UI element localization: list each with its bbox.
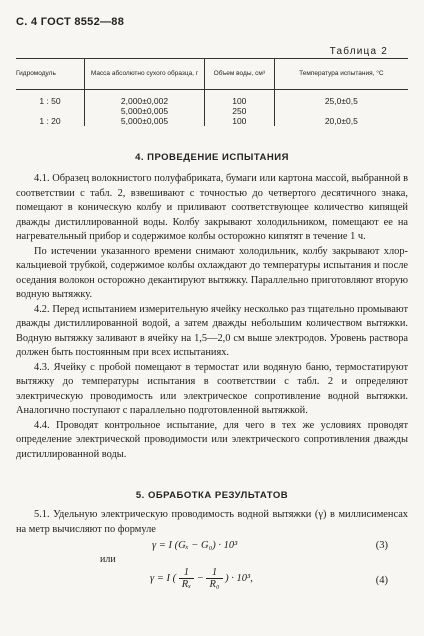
formula-part: ) · 10³, — [225, 572, 253, 584]
paragraph: 4.3. Ячейку с пробой помещают в термостат или водяную баню, термостатируют вытяжку до температуры испытания в соответствии с табл. 2 и определяют электрическую проводимость или электрическое сопротивление водной вытяжки. Аналогично поступают с параллельно подготовленной вытяжкой. — [16, 361, 408, 416]
table-row — [16, 116, 408, 126]
fraction-numerator: 1 — [206, 567, 222, 579]
table-row — [16, 90, 408, 107]
fraction-denominator: Rₓ — [181, 579, 192, 590]
fraction-numerator: 1 — [179, 567, 194, 579]
formula-4 — [150, 567, 253, 590]
table-cell: 5,000±0,005 — [85, 116, 205, 126]
page-header: С. 4 ГОСТ 8552—88 — [16, 16, 125, 28]
table-cell — [274, 106, 408, 116]
table-header-row — [16, 59, 408, 90]
column-header: Объем воды, см³ — [204, 59, 274, 90]
section-5-body — [16, 508, 408, 537]
section-4-body — [16, 172, 408, 462]
section-title: 4. ПРОВЕДЕНИЕ ИСПЫТАНИЯ — [135, 152, 289, 163]
table-cell: 250 — [204, 106, 274, 116]
table-cell: 25,0±0,5 — [274, 90, 408, 107]
equation-number: (3) — [375, 540, 388, 551]
table-cell: 100 — [204, 90, 274, 107]
table-cell: 5,000±0,005 — [85, 106, 205, 116]
paragraph: 5.1. Удельную электрическую проводимость водной вытяжки (γ) в миллисименсах на метр вычисляют по формуле — [16, 509, 408, 535]
table-caption: Таблица 2 — [329, 46, 388, 57]
formula-3: γ = I (Gₓ − G₀) · 10³ — [152, 540, 238, 551]
formula-part: γ = I ( — [150, 572, 177, 584]
table-cell: 100 — [204, 116, 274, 126]
table-cell: 1 : 50 — [39, 96, 61, 106]
data-table — [16, 58, 408, 126]
column-header: Гидромодуль — [16, 59, 85, 90]
table-cell: 1 : 20 — [39, 116, 61, 126]
table-cell: 20,0±0,5 — [274, 116, 408, 126]
fraction — [206, 567, 222, 590]
column-header: Температура испытания, °С — [274, 59, 408, 90]
equation-number: (4) — [375, 575, 388, 586]
paragraph: По истечении указанного времени снимают холодильник, колбу закрывают хлор-кальциевой трубкой, содержимое колбы охлаждают до температуры испытания и после оседания волокон осторожно декантируют вытяжку. Параллельно приготовляют вторую водную вытяжку. — [16, 245, 408, 300]
or-label: или — [100, 554, 116, 565]
fraction-denominator: R₀ — [209, 579, 220, 590]
column-header: Масса абсолютно сухого образца, г — [85, 59, 205, 90]
paragraph: 4.2. Перед испытанием измерительную ячейку несколько раз тщательно промывают дважды дистиллированной водой, а затем дважды небольшим количеством вытяжки. Водную вытяжку заливают в ячейку на 1,5—2,0 см выше электродов. Уровень раствора должен быть постоянным при всех испытаниях. — [16, 303, 408, 358]
paragraph: 4.4. Проводят контрольное испытание, для чего в тех же условиях проводят определение электрической проводимости или электрического сопротивления дважды дистиллированной воды. — [16, 419, 408, 460]
table-cell: 2,000±0,002 — [85, 90, 205, 107]
table-row — [16, 106, 408, 116]
paragraph: 4.1. Образец волокнистого полуфабриката, бумаги или картона массой, выбранной в соответствии с табл. 2, взвешивают с точностью до четвертого десятичного знака, помещают в коническую колбу и приливают соответствующее количество кипящей дважды дистиллированной воды. Колбу закрывают холодильником, помещают ее на нагревательный прибор и содержимое колбы осторожно кипятят в течение 1 ч. — [16, 173, 408, 242]
fraction — [179, 567, 194, 590]
table-cell — [16, 106, 85, 116]
formula-part: − — [196, 572, 204, 584]
section-title: 5. ОБРАБОТКА РЕЗУЛЬТАТОВ — [135, 490, 289, 501]
